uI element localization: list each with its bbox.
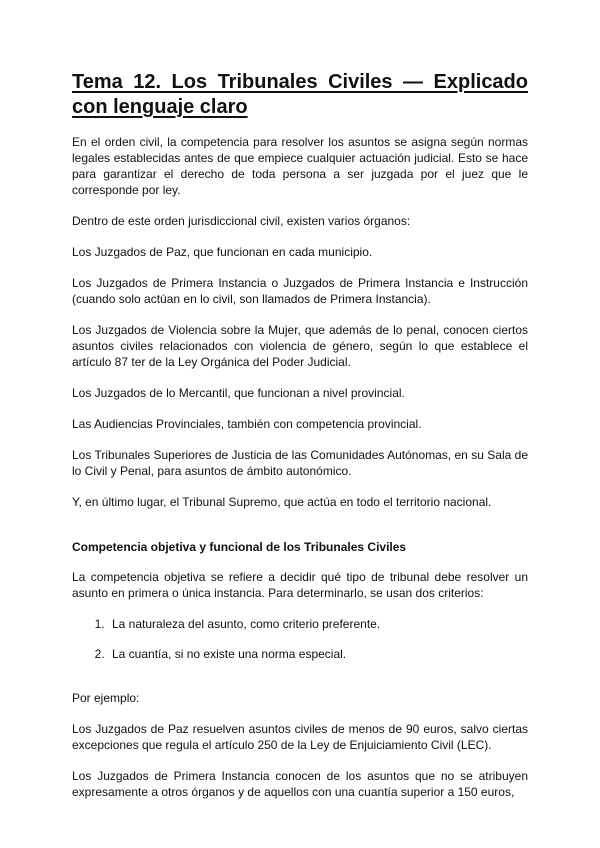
paragraph-supremo: Y, en último lugar, el Tribunal Supremo, que actúa en todo el territorio nacional. xyxy=(72,495,492,509)
paragraph-juzgados-paz: Los Juzgados de Paz, que funcionan en cada municipio. xyxy=(72,245,373,259)
paragraph-intro: En el orden civil, la competencia para resolver los asuntos se asigna según normas legales establecidas antes de que empiece cualquier actuación judicial. Esto se hace para garantizar el derecho de toda persona a ser juzgada por el juez que le corresponde por ley. xyxy=(72,135,528,197)
example-juzgados-paz: Los Juzgados de Paz resuelven asuntos civiles de menos de 90 euros, salvo ciertas excepciones que regula el artículo 250 de la Ley de Enjuiciamiento Civil (LEC). xyxy=(72,722,528,752)
criteria-list xyxy=(72,616,528,662)
list-item: 2. La cuantía, si no existe una norma especial. xyxy=(108,646,528,662)
example-primera-instancia: Los Juzgados de Primera Instancia conocen de los asuntos que no se atribuyen expresamente a otros órganos y de aquellos con una cuantía superior a 150 euros, xyxy=(72,769,528,799)
section-heading: Competencia objetiva y funcional de los Tribunales Civiles xyxy=(72,540,407,554)
section-intro: La competencia objetiva se refiere a decidir qué tipo de tribunal debe resolver un asunto en primera o única instancia. Para determinarlo, se usan dos criterios: xyxy=(72,570,528,600)
paragraph-primera-instancia: Los Juzgados de Primera Instancia o Juzgados de Primera Instancia e Instrucción (cuando solo actúan en lo civil, son llamados de Primera Instancia). xyxy=(72,276,528,306)
paragraph-audiencias: Las Audiencias Provinciales, también con competencia provincial. xyxy=(72,417,422,431)
paragraph-mercantil: Los Juzgados de lo Mercantil, que funcionan a nivel provincial. xyxy=(72,386,405,400)
paragraph-tsj: Los Tribunales Superiores de Justicia de las Comunidades Autónomas, en su Sala de lo Civil y Penal, para asuntos de ámbito autonómico. xyxy=(72,448,528,478)
document-title: Tema 12. Los Tribunales Civiles — Explicado con lenguaje claro xyxy=(72,71,528,118)
list-item: 1. La naturaleza del asunto, como criterio preferente. xyxy=(108,616,528,632)
paragraph-organs-intro: Dentro de este orden jurisdiccional civil, existen varios órganos: xyxy=(72,214,411,228)
example-label: Por ejemplo: xyxy=(72,691,140,705)
paragraph-violencia-mujer: Los Juzgados de Violencia sobre la Mujer, que además de lo penal, conocen ciertos asuntos civiles relacionados con violencia de género, según lo que establece el artículo 87 ter de la Ley Orgánica del Poder Judicial. xyxy=(72,323,528,369)
